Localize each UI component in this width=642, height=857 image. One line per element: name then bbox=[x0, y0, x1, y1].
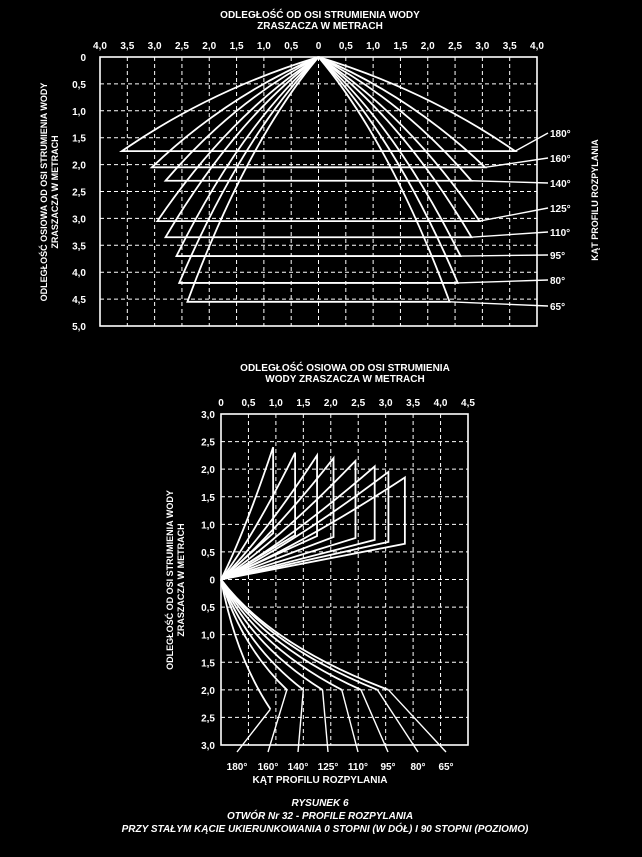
top-x-tick-label: 3,0 bbox=[147, 41, 162, 52]
bottom-y-tick-label: 1,0 bbox=[201, 520, 215, 532]
top-leader-line bbox=[450, 302, 548, 306]
top-x-tick-label: 0 bbox=[315, 41, 322, 52]
bottom-x-tick-label: 1,0 bbox=[268, 398, 283, 409]
top-leader-line bbox=[458, 280, 548, 283]
top-x-tick-label: 4,0 bbox=[530, 41, 544, 52]
top-y-tick-label: 1,0 bbox=[72, 106, 86, 118]
bottom-y-axis-label-2: ZRASZACZA W METRACH bbox=[176, 523, 186, 637]
bottom-angle-label: 180° bbox=[226, 762, 248, 773]
bottom-y-tick-label: 0 bbox=[209, 575, 215, 587]
top-y-axis-label-1: ODLEGŁOŚĆ OSIOWA OD OSI STRUMIENIA WODY bbox=[39, 82, 49, 302]
caption-title: OTWÓR Nr 32 - PROFILE ROZPYLANIA bbox=[226, 811, 414, 822]
bottom-title-line2: WODY ZRASZACZA W METRACH bbox=[265, 374, 425, 385]
bottom-x-tick-label: 2,0 bbox=[323, 398, 338, 409]
top-x-tick-label: 3,0 bbox=[475, 41, 490, 52]
bottom-y-tick-label: 1,5 bbox=[201, 492, 215, 504]
bottom-leader-line bbox=[323, 690, 328, 752]
bottom-y-tick-label: 3,0 bbox=[201, 410, 215, 421]
bottom-angle-label: 125° bbox=[317, 762, 339, 773]
top-angle-label: 65° bbox=[550, 302, 566, 313]
top-right-axis-label: KĄT PROFILU ROZPYLANIA bbox=[590, 139, 600, 261]
top-x-ticks bbox=[93, 41, 544, 52]
top-y-tick-label: 4,0 bbox=[72, 268, 86, 280]
bottom-y-tick-label: 1,5 bbox=[201, 658, 215, 670]
bottom-angle-label: 95° bbox=[380, 762, 396, 773]
bottom-y-axis-label-1: ODLEGŁOŚĆ OD OSI STRUMIENIA WODY bbox=[165, 490, 175, 670]
top-leader-line bbox=[485, 158, 548, 167]
bottom-angle-label: 160° bbox=[257, 762, 279, 773]
top-x-tick-label: 2,0 bbox=[420, 41, 435, 52]
top-y-tick-label: 2,0 bbox=[72, 160, 86, 172]
bottom-y-tick-label: 0,5 bbox=[201, 547, 215, 559]
caption-subtitle: PRZY STAŁYM KĄCIE UKIERUNKOWANIA 0 STOPNI (W DÓŁ) I 90 STOPNI (POZIOMO) bbox=[121, 824, 529, 835]
top-leader-line bbox=[461, 255, 548, 256]
top-x-tick-label: 4,0 bbox=[93, 41, 107, 52]
top-grid bbox=[100, 57, 537, 326]
top-angle-label: 160° bbox=[550, 154, 571, 165]
bottom-x-tick-label: 1,5 bbox=[296, 398, 311, 409]
bottom-x-tick-label: 0 bbox=[218, 398, 224, 409]
bottom-spray-profiles bbox=[221, 447, 446, 752]
bottom-x-tick-label: 3,5 bbox=[406, 398, 421, 409]
top-leader-line bbox=[515, 133, 548, 151]
top-x-tick-label: 3,5 bbox=[120, 41, 135, 52]
bottom-y-tick-label: 2,0 bbox=[201, 465, 215, 477]
caption-figure-number: RYSUNEK 6 bbox=[291, 798, 349, 809]
bottom-x-tick-label: 2,5 bbox=[351, 398, 366, 409]
top-y-tick-label: 2,5 bbox=[72, 187, 86, 199]
bottom-x-tick-label: 0,5 bbox=[241, 398, 256, 409]
top-y-tick-label: 4,5 bbox=[72, 295, 86, 307]
top-x-tick-label: 2,5 bbox=[448, 41, 463, 52]
bottom-y-tick-label: 2,0 bbox=[201, 685, 215, 697]
top-spray-profiles bbox=[122, 57, 548, 306]
top-y-tick-label: 1,5 bbox=[72, 133, 86, 145]
bottom-y-tick-label: 0,5 bbox=[201, 603, 215, 615]
top-angle-label: 95° bbox=[550, 251, 566, 262]
top-y-tick-label: 5,0 bbox=[72, 322, 86, 333]
top-x-tick-label: 2,5 bbox=[174, 41, 189, 52]
top-y-axis-label-2: ZRASZACZA W METRACH bbox=[50, 135, 60, 249]
bottom-x-axis-label: KĄT PROFILU ROZPYLANIA bbox=[252, 775, 388, 786]
bottom-angle-label: 65° bbox=[438, 762, 454, 773]
top-x-tick-label: 1,5 bbox=[393, 41, 408, 52]
bottom-leader-line bbox=[268, 690, 287, 752]
bottom-y-tick-label: 3,0 bbox=[201, 741, 215, 752]
top-title-line1: ODLEGŁOŚĆ OD OSI STRUMIENIA WODY bbox=[220, 10, 420, 21]
bottom-x-tick-label: 3,0 bbox=[378, 398, 393, 409]
bottom-leader-line bbox=[298, 690, 303, 752]
bottom-angle-label: 140° bbox=[287, 762, 309, 773]
bottom-leader-line bbox=[342, 690, 358, 752]
top-x-tick-label: 3,5 bbox=[502, 41, 517, 52]
top-y-tick-label: 3,0 bbox=[72, 214, 86, 226]
top-title-line2: ZRASZACZA W METRACH bbox=[257, 21, 383, 32]
top-angle-label: 125° bbox=[550, 204, 571, 215]
bottom-x-tick-label: 4,0 bbox=[433, 398, 448, 409]
bottom-grid bbox=[221, 414, 468, 745]
bottom-y-ticks bbox=[201, 410, 215, 752]
top-y-tick-label: 0,5 bbox=[72, 79, 86, 91]
top-angle-label: 110° bbox=[550, 228, 571, 239]
top-y-tick-label: 3,5 bbox=[72, 241, 86, 253]
bottom-angle-labels bbox=[227, 762, 454, 773]
bottom-title-line1: ODLEGŁOŚĆ OSIOWA OD OSI STRUMIENIA bbox=[240, 363, 450, 374]
top-x-tick-label: 0,5 bbox=[284, 41, 299, 52]
top-x-tick-label: 1,0 bbox=[366, 41, 381, 52]
bottom-y-tick-label: 1,0 bbox=[201, 630, 215, 642]
top-y-ticks bbox=[72, 53, 86, 333]
top-angle-label: 140° bbox=[550, 179, 571, 190]
bottom-angle-label: 80° bbox=[410, 762, 426, 773]
top-x-tick-label: 1,0 bbox=[256, 41, 271, 52]
top-x-tick-label: 1,5 bbox=[229, 41, 244, 52]
top-y-tick-label: 0 bbox=[80, 53, 86, 64]
bottom-y-tick-label: 2,5 bbox=[201, 437, 215, 449]
bottom-angle-label: 110° bbox=[347, 762, 369, 773]
top-x-tick-label: 0,5 bbox=[338, 41, 353, 52]
top-x-tick-label: 2,0 bbox=[202, 41, 217, 52]
top-angle-label: 180° bbox=[550, 129, 571, 140]
bottom-x-ticks bbox=[218, 398, 475, 409]
bottom-x-tick-label: 4,5 bbox=[461, 398, 475, 409]
bottom-y-tick-label: 2,5 bbox=[201, 713, 215, 725]
top-angle-labels bbox=[550, 129, 571, 313]
top-angle-label: 80° bbox=[550, 276, 566, 287]
